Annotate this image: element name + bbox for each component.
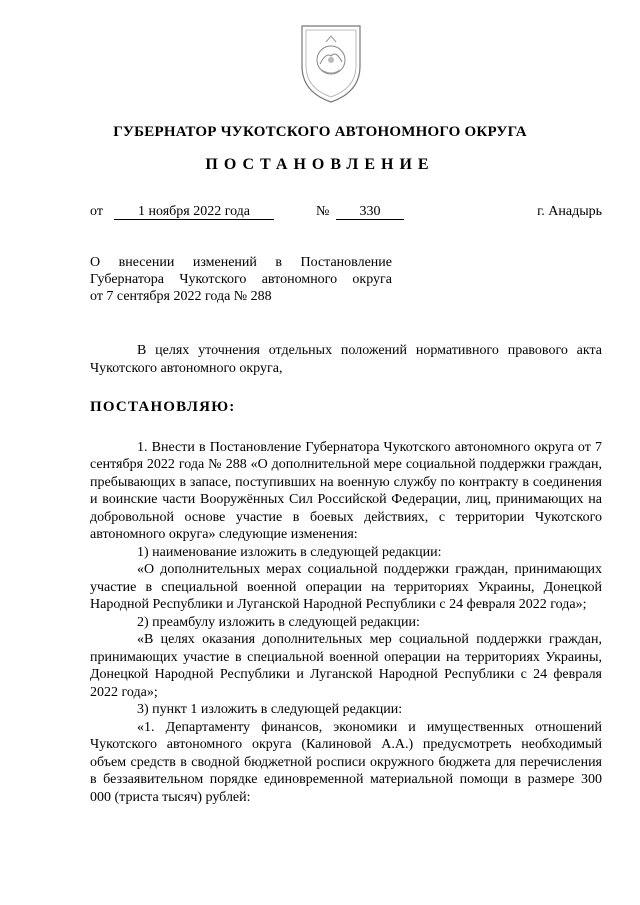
date-prefix: от [90, 204, 103, 219]
body-paragraph: «1. Департаменту финансов, экономики и имущественных отношений Чукотского автономного округа (Калиновой А.А.) предусмотреть необходимый объем средств в сводной бюджетной росписи окружного бюджета для перечисления в беззаявительном порядке единовременной материальной помощи в размере 300 000 (триста тысяч) рублей: [90, 719, 602, 805]
body-paragraph: «О дополнительных мерах социальной поддержки граждан, принимающих участие в специальной военной операции на территориях Украины, Донецкой Народной Республики и Луганской Народной Республики с 24 февраля 2022 года»; [90, 562, 602, 612]
body-paragraph: 3) пункт 1 изложить в следующей редакции: [137, 702, 403, 717]
subject-line: О внесении изменений в Постановление [90, 255, 392, 270]
body-paragraph: 2) преамбулу изложить в следующей редакции: [137, 614, 420, 630]
document-city: г. Анадырь [537, 204, 602, 219]
document-body [90, 342, 602, 806]
coat-of-arms-emblem [296, 20, 366, 106]
governor-title: ГУБЕРНАТОР ЧУКОТСКОГО АВТОНОМНОГО ОКРУГА [113, 124, 527, 140]
preamble-paragraph: В целях уточнения отдельных положений нормативного правового акта Чукотского автономного округа, [90, 343, 602, 376]
document-date: 1 ноября 2022 года [114, 204, 274, 220]
body-paragraph: 1. Внести в Постановление Губернатора Чукотского автономного округа от 7 сентября 2022 года № 288 «О дополнительной мере социальной поддержки граждан, пребывающих в запасе, поступивших на военную службу по контракту в соединения и воинские части Вооружённых Сил Российской Федерации, лиц, принимающих на добровольной основе участие в боевых действиях, с территории Чукотского автономного округа» следующие изменения: [90, 439, 602, 542]
number-prefix: № [316, 204, 330, 219]
subject-line: Губернатора Чукотского автономного округа [90, 272, 392, 287]
resolve-heading: ПОСТАНОВЛЯЮ: [90, 399, 236, 415]
document-subject [90, 254, 392, 305]
body-paragraph: 1) наименование изложить в следующей редакции: [137, 544, 442, 560]
document-meta-row [90, 204, 602, 224]
subject-line: от 7 сентября 2022 года № 288 [90, 289, 272, 304]
body-paragraph: «В целях оказания дополнительных мер социальной поддержки граждан, принимающих участие в специальной военной операции на территориях Украины, Донецкой Народной Республики и Луганской Народной Республики с 24 февраля 2022 года»; [90, 632, 602, 700]
document-number: 330 [336, 204, 404, 220]
document-type-title: ПОСТАНОВЛЕНИЕ [205, 156, 435, 173]
